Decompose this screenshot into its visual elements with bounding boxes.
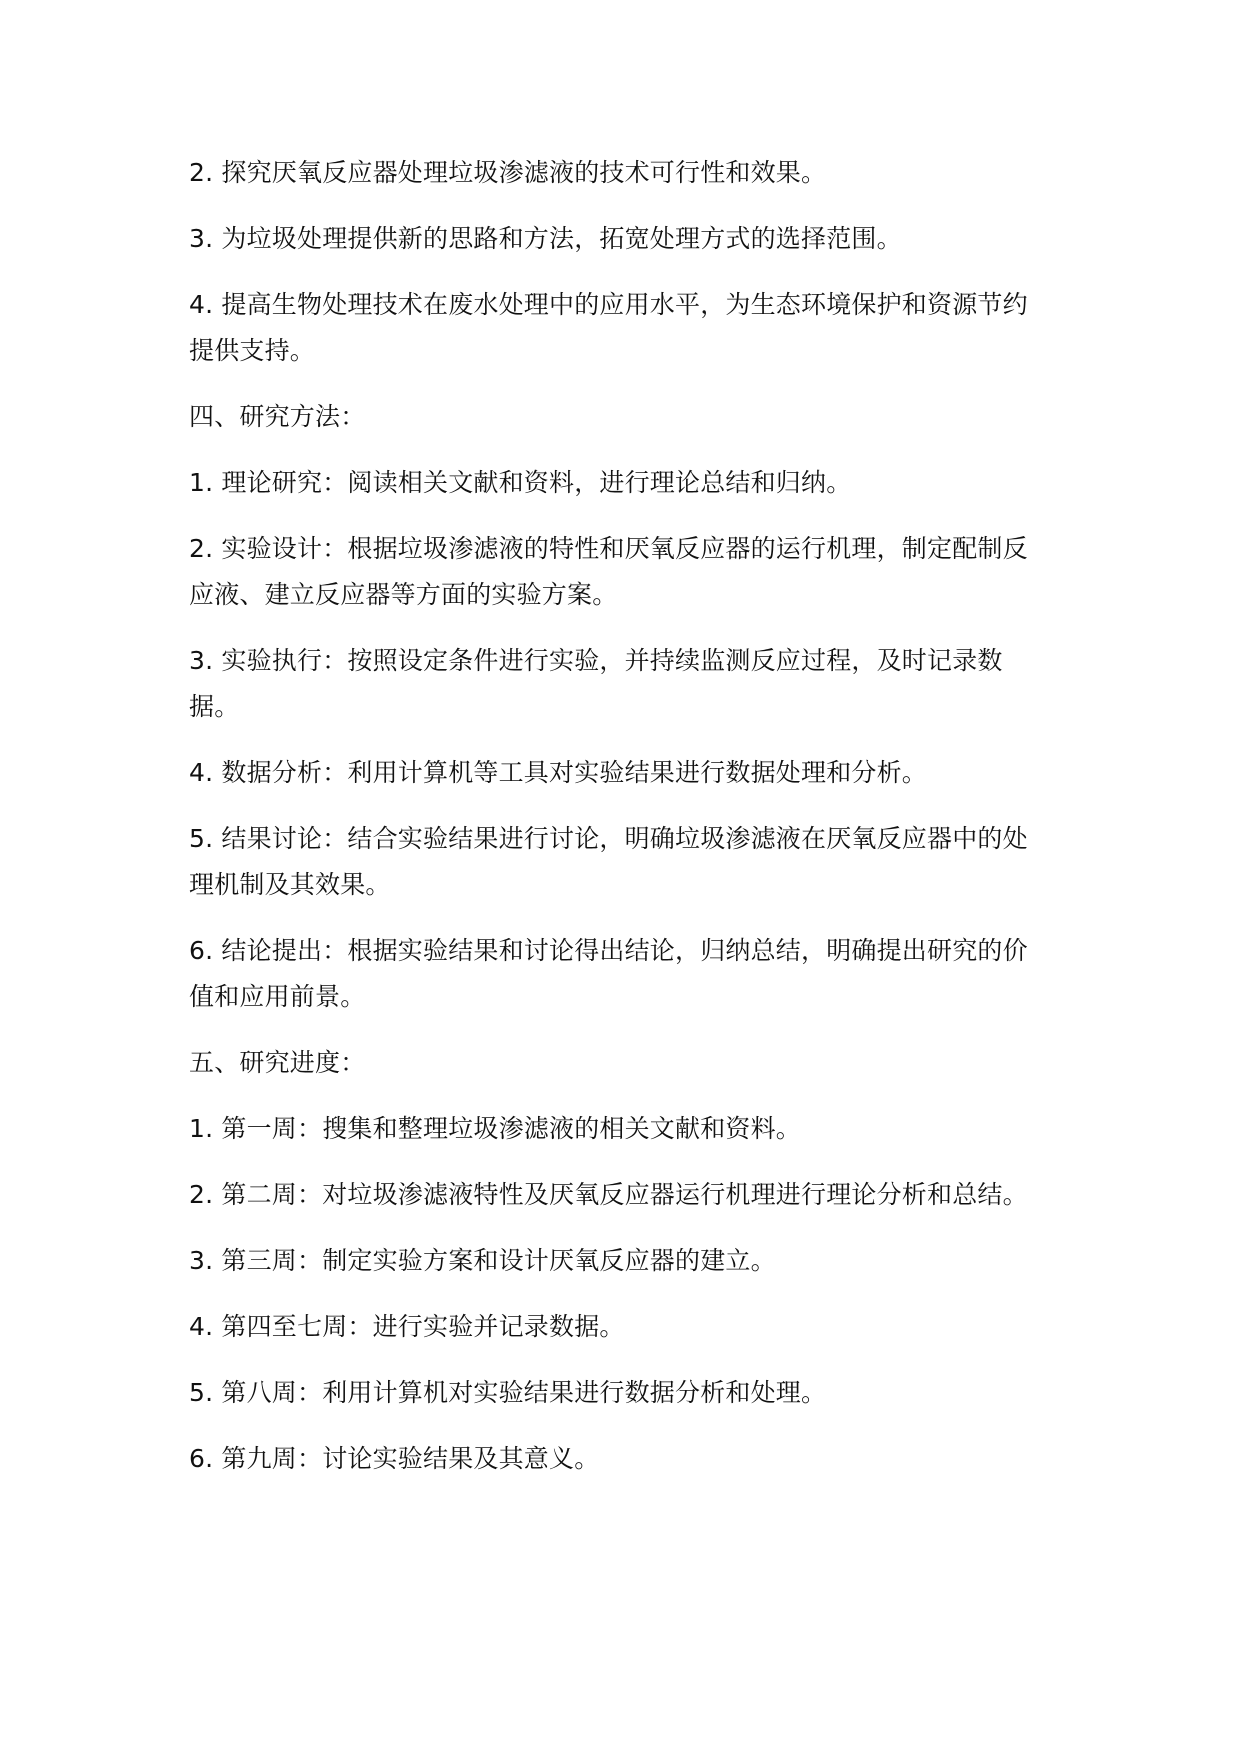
objective-item-3: 3. 为垃圾处理提供新的思路和方法，拓宽处理方式的选择范围。 [189,224,902,253]
schedule-item-1: 1. 第一周：搜集和整理垃圾渗滤液的相关文献和资料。 [189,1114,802,1143]
schedule-item-2: 2. 第二周：对垃圾渗滤液特性及厌氧反应器运行机理进行理论分析和总结。 [189,1180,1028,1209]
method-item-2: 2. 实验设计：根据垃圾渗滤液的特性和厌氧反应器的运行机理，制定配制反应液、建立反应器等方面的实验方案。 [189,534,1028,609]
method-item-5: 5. 结果讨论：结合实验结果进行讨论，明确垃圾渗滤液在厌氧反应器中的处理机制及其效果。 [189,824,1028,899]
method-item-4: 4. 数据分析：利用计算机等工具对实验结果进行数据处理和分析。 [189,758,928,787]
schedule-item-4: 4. 第四至七周：进行实验并记录数据。 [189,1312,625,1341]
schedule-item-6: 6. 第九周：讨论实验结果及其意义。 [189,1444,600,1473]
objective-item-4: 4. 提高生物处理技术在废水处理中的应用水平，为生态环境保护和资源节约提供支持。 [189,290,1028,365]
section-heading-methods: 四、研究方法： [189,402,366,431]
schedule-item-3: 3. 第三周：制定实验方案和设计厌氧反应器的建立。 [189,1246,776,1275]
method-item-6: 6. 结论提出：根据实验结果和讨论得出结论，归纳总结，明确提出研究的价值和应用前景。 [189,936,1028,1011]
schedule-item-5: 5. 第八周：利用计算机对实验结果进行数据分析和处理。 [189,1378,827,1407]
method-item-1: 1. 理论研究：阅读相关文献和资料，进行理论总结和归纳。 [189,468,852,497]
objective-item-2: 2. 探究厌氧反应器处理垃圾渗滤液的技术可行性和效果。 [189,158,827,187]
method-item-3: 3. 实验执行：按照设定条件进行实验，并持续监测反应过程，及时记录数据。 [189,646,1003,721]
document-body [189,150,1051,1502]
section-heading-schedule: 五、研究进度： [189,1048,366,1077]
